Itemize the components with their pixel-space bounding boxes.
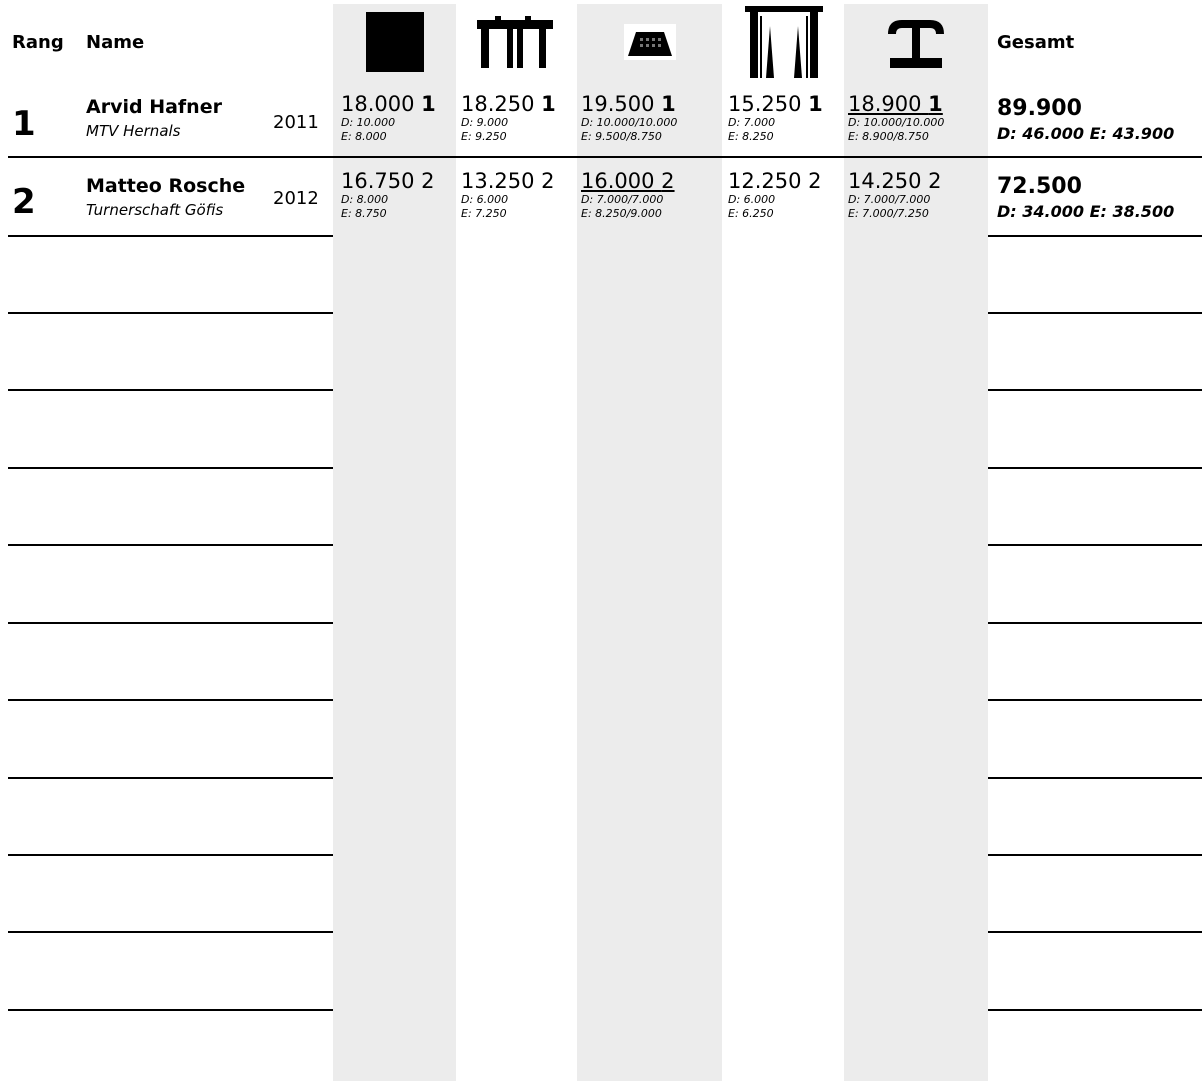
athlete-club: MTV Hernals [86,122,181,140]
parallel-bars-icon [884,18,948,70]
athlete-name: Matteo Rosche [86,175,246,197]
pommel-horse-icon [477,16,553,68]
score-vault: 15.250 1 D: 7.000 E: 8.250 [728,92,823,143]
row-divider [8,467,333,469]
birth-year: 2011 [273,112,319,133]
column-shade-rings [577,4,722,1081]
row-divider [8,389,333,391]
row-divider [988,467,1202,469]
row-divider [8,1009,333,1011]
score-floor: 16.750 2 D: 8.000 E: 8.750 [341,169,435,220]
score-pommel-horse: 18.250 1 D: 9.000 E: 9.250 [461,92,556,143]
score-pommel-horse: 13.250 2 D: 6.000 E: 7.250 [461,169,555,220]
row-divider [988,235,1202,237]
row-divider [8,777,333,779]
rank-2: 2 [12,182,36,222]
score-vault: 12.250 2 D: 6.000 E: 6.250 [728,169,822,220]
athlete-name: Arvid Hafner [86,96,222,118]
row-divider [8,931,333,933]
column-shade-parallel-bars [844,4,988,1081]
row-divider [988,544,1202,546]
header-rank: Rang [12,32,64,53]
total-de: D: 34.000 E: 38.500 [997,202,1175,221]
header-total: Gesamt [997,32,1075,53]
column-shade-floor [333,4,456,1081]
row-divider [988,854,1202,856]
score-parallel-bars: 14.250 2 D: 7.000/7.000 E: 7.000/7.250 [848,169,942,220]
row-divider [988,931,1202,933]
rings-icon [624,24,676,60]
row-divider [988,622,1202,624]
row-divider [988,312,1202,314]
row-divider [8,622,333,624]
row-divider [988,1009,1202,1011]
score-floor: 18.000 1 D: 10.000 E: 8.000 [341,92,436,143]
row-divider [988,777,1202,779]
total-de: D: 46.000 E: 43.900 [997,124,1175,143]
header-name: Name [86,32,145,53]
vault-icon [745,6,823,78]
row-divider [8,854,333,856]
total-score: 72.500 [997,174,1082,199]
row-divider [988,699,1202,701]
row-divider [8,699,333,701]
row-divider [8,312,333,314]
total-score: 89.900 [997,96,1082,121]
birth-year: 2012 [273,188,319,209]
score-rings: 16.000 2 D: 7.000/7.000 E: 8.250/9.000 [581,169,675,220]
score-parallel-bars: 18.900 1 D: 10.000/10.000 E: 8.900/8.750 [848,92,945,143]
row-divider [8,156,1202,158]
row-divider [8,235,333,237]
row-divider [8,544,333,546]
floor-icon [366,12,424,72]
score-rings: 19.500 1 D: 10.000/10.000 E: 9.500/8.750 [581,92,678,143]
row-divider [988,389,1202,391]
rank-1: 1 [12,104,36,144]
athlete-club: Turnerschaft Göfis [86,201,224,219]
